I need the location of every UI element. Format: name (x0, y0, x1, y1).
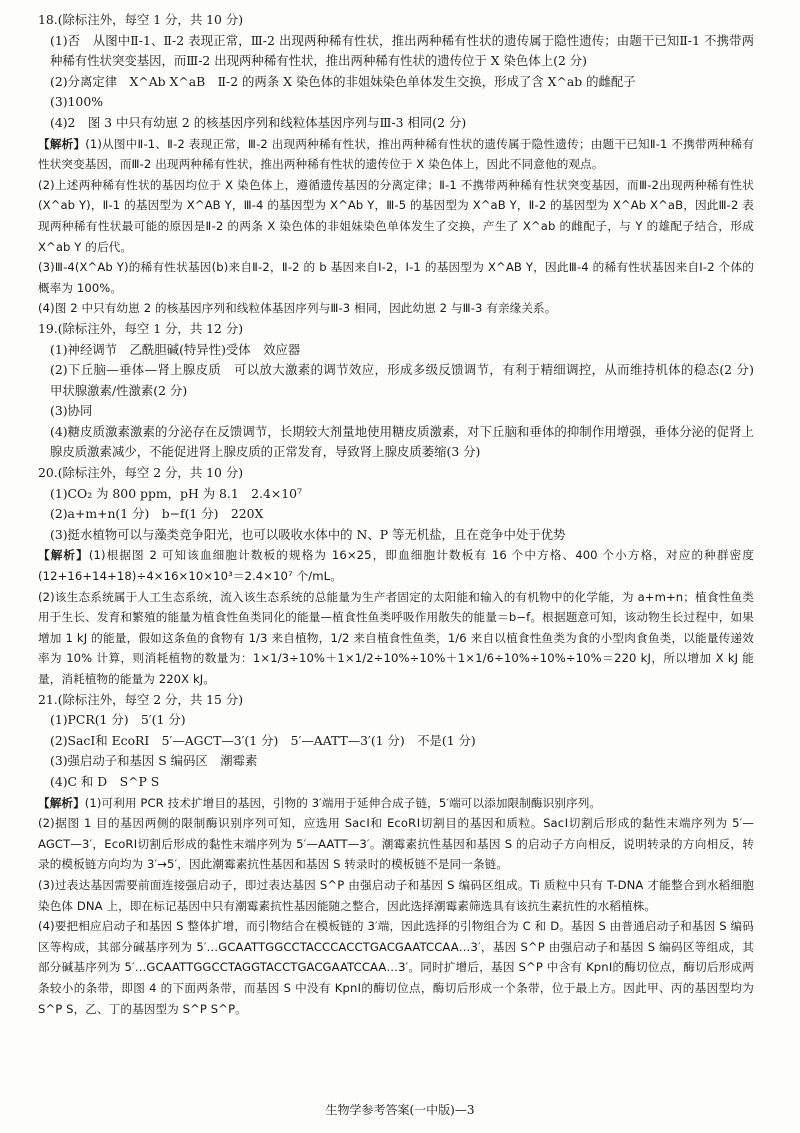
q18-analysis-2: (2)上述两种稀有性状的基因均位于 X 染色体上，遵循遗传基因的分离定律；Ⅱ-1 不携带两种稀有性状突变基因，而Ⅲ-2出现两种稀有性状(X^ab Y)，Ⅱ-1 的基因型为 X^AB Y，Ⅲ-4 的基因型为 X^Ab Y，Ⅲ-5 的基因型为 X^aB Y，Ⅱ-2 的基因型为 X^Ab X^aB，因此Ⅲ-2 表现两种稀有性状最可能的原因是Ⅱ-2 的两条 X 染色体的非姐妹染色单体发生了交换，产生了 X^ab 的雌配子，与 Y 的雄配子结合，形成 X^ab Y 的后代。 (38, 177, 754, 254)
question-18 (38, 10, 754, 319)
q18-analysis-3: (3)Ⅲ-4(X^Ab Y)的稀有性状基因(b)来自Ⅱ-2，Ⅱ-2 的 b 基因来自Ⅰ-2，Ⅰ-1 的基因型为 X^AB Y，因此Ⅲ-4 的稀有性状基因来自Ⅰ-2 个体的概率为 100%。 (38, 260, 754, 295)
q18-analysis-1: 【解析】(1)从图中Ⅱ-1、Ⅱ-2 表现正常，Ⅲ-2 出现两种稀有性状，推出两种稀有性状的遗传属于隐性遗传；由题干已知Ⅱ-1 不携带两种稀有性状突变基因，而Ⅲ-2 出现两种稀有性状，推出两种稀有性状的遗传位于 X 染色体上，因此不同意他的观点。 (38, 136, 754, 172)
q19-answer-1: (1)神经调节 乙酰胆碱(特异性)受体 效应器 (50, 341, 301, 357)
analysis-label: 【解析】 (38, 548, 89, 563)
q18-answer-1: (1)否 从图中Ⅱ-1、Ⅱ-2 表现正常，Ⅲ-2 出现两种稀有性状，推出两种稀有性状的遗传属于隐性遗传；由题干已知Ⅱ-1 不携带两种稀有性状突变基因，而Ⅲ-2 出现两种稀有性状，推出两种稀有性状的遗传位于 X 染色体上(2 分) (50, 32, 754, 69)
q20-header: 20.(除标注外，每空 2 分，共 10 分) (38, 465, 244, 481)
q20-answer-2: (2)a+m+n(1 分) b−f(1 分) 220X (50, 506, 264, 522)
question-21 (38, 690, 754, 1020)
q21-analysis-1: 【解析】(1)可利用 PCR 技术扩增目的基因，引物的 3′端用于延伸合成子链，5′端可以添加限制酶识别序列。 (38, 795, 602, 810)
q21-answer-4: (4)C 和 D S^P S (50, 773, 160, 789)
q18-header: 18.(除标注外，每空 1 分，共 10 分) (38, 12, 244, 27)
q18-analysis-4: (4)图 2 中只有幼崽 2 的核基因序列和线粒体基因序列与Ⅲ-3 相同，因此幼崽 2 与Ⅲ-3 有亲缘关系。 (38, 301, 557, 316)
q19-answer-2: (2)下丘脑—垂体—肾上腺皮质 可以放大激素的调节效应，形成多级反馈调节，有利于精细调控，从而维持机体的稳态(2 分) 甲状腺激素/性激素(2 分) (50, 362, 767, 398)
q20-answer-3: (3)挺水植物可以与藻类竞争阳光，也可以吸收水体中的 N、P 等无机盐，且在竞争中处于优势 (50, 526, 566, 542)
page-footer: 生物学参考答案(一中版)—3 (325, 1103, 475, 1117)
q20-analysis-2: (2)该生态系统属于人工生态系统，流入该生态系统的总能量为生产者固定的太阳能和输入的有机物中的化学能，为 a+m+n；植食性鱼类用于生长、发育和繁殖的能量为植食性鱼类同化的能量—植食性鱼类呼吸作用散失的能量＝b−f。根据题意可知，该动物生长过程中，如果增加 1 kJ 的能量，假如这条鱼的食物有 1/3 来自植物，1/2 来自植食性鱼类，1/6 来自以植食性鱼类为食的小型肉食鱼类，以能量传递效率为 10% 计算，则消耗植物的数量为：1×1/3÷10%＋1×1/2÷10%÷10%＋1×1/6÷10%÷10%÷10%＝220 kJ，所以增加 X kJ 能量，消耗植物的能量为 220X kJ。 (38, 589, 754, 686)
q21-answer-3: (3)强启动子和基因 S 编码区 潮霉素 (50, 753, 258, 769)
q21-header: 21.(除标注外，每空 2 分，共 15 分) (38, 691, 244, 707)
q20-answer-1: (1)CO₂ 为 800 ppm，pH 为 8.1 2.4×10⁷ (50, 485, 302, 501)
question-20 (38, 463, 754, 690)
q18-answer-3: (3)100% (50, 94, 103, 110)
q19-answer-4: (4)糖皮质激素激素的分泌存在反馈调节，长期较大剂量地使用糖皮质激素，对下丘脑和垂体的抑制作用增强，垂体分泌的促肾上腺皮质激素减少，不能促进肾上腺皮质的正常发育，导致肾上腺皮质萎缩(3 分) (50, 423, 754, 460)
q18-answer-2: (2)分离定律 X^Ab X^aB Ⅱ-2 的两条 X 染色体的非姐妹染色单体发生交换，形成了含 X^ab 的雌配子 (50, 73, 636, 89)
question-19 (38, 319, 767, 463)
analysis-label: 【解析】 (38, 795, 85, 810)
analysis-label: 【解析】 (38, 136, 86, 151)
q19-header: 19.(除标注外，每空 1 分，共 12 分) (38, 320, 244, 336)
q21-answer-1: (1)PCR(1 分) 5′(1 分) (50, 712, 186, 728)
q21-analysis-4: (4)要把相应启动子和基因 S 整体扩增，而引物结合在模板链的 3′端，因此选择的引物组合为 C 和 D。基因 S 由普通启动子和基因 S 编码区等构成，其部分碱基序列为 5′…GCAATTGGCCTACCCACCTGACGAATCCAA…3′，基因 S^P 由强启动子和基因 S 编码区等组成，其部分碱基序列为 5′…GCAATTGGCCTAGGTACCTGACGAATCCAA…3′。同时扩增后，基因 S^P 中含有 KpnⅠ的酶切位点，酶切后形成两条较小的条带，即图 4 的下面两条带，而基因 S 中没有 KpnⅠ的酶切位点，酶切后形成一个条带，位于最上方。因此甲、丙的基因型均为 S^P S，乙、丁的基因型为 S^P S^P。 (38, 919, 754, 1016)
q21-answer-2: (2)SacⅠ和 EcoRⅠ 5′—AGCT—3′(1 分) 5′—AATT—3′(1 分) 不是(1 分) (50, 732, 476, 748)
q20-analysis-1: 【解析】(1)根据图 2 可知该血细胞计数板的规格为 16×25，即血细胞计数板有 16 个中方格、400 个小方格，对应的种群密度(12+16+14+18)÷4×16×10×10³＝2.4×10⁷ 个/mL。 (38, 548, 754, 584)
q21-analysis-3: (3)过表达基因需要前面连接强启动子，即过表达基因 S^P 由强启动子和基因 S 编码区组成。Ti 质粒中只有 T-DNA 才能整合到水稻细胞染色体 DNA 上，即在标记基因中只有潮霉素抗性基因能随之整合，因此选择潮霉素筛选具有该抗生素抗性的水稻植株。 (38, 877, 754, 913)
q19-answer-3: (3)协同 (50, 403, 93, 419)
q21-analysis-2: (2)据图 1 目的基因两侧的限制酶识别序列可知，应选用 SacⅠ和 EcoRⅠ切割目的基因和质粒。SacⅠ切割后形成的黏性末端序列为 5′—AGCT—3′，EcoRⅠ切割后形成的黏性末端序列为 5′—AATT—3′。潮霉素抗性基因和基因 S 的启动子方向相反，说明转录的方向相反，转录的模板链方向均为 3′→5′，因此潮霉素抗性基因和基因 S 转录时的模板链不是同一条链。 (38, 816, 754, 872)
q18-answer-4: (4)2 图 3 中只有幼崽 2 的核基因序列和线粒体基因序列与Ⅲ-3 相同(2 分) (50, 114, 467, 130)
